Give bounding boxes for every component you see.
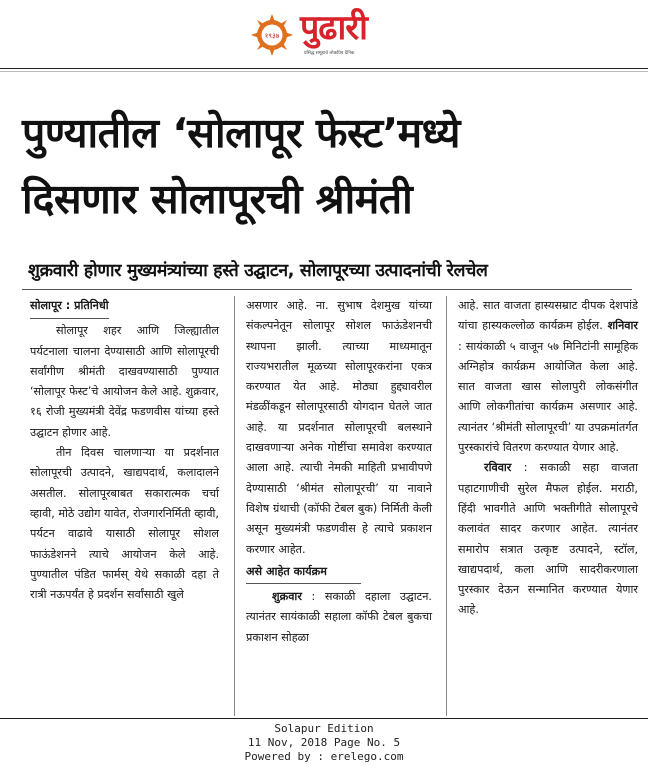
column-divider	[234, 296, 235, 716]
powered-by: Powered by : erelego.com	[244, 750, 404, 763]
footer	[0, 722, 648, 764]
footer-rule	[0, 718, 648, 719]
section-heading-rule	[246, 583, 361, 584]
headline	[22, 100, 632, 232]
newspaper-logo	[300, 8, 410, 56]
brand-name: पुढारी	[300, 8, 367, 48]
masthead-rule	[0, 68, 648, 69]
column-divider	[446, 296, 447, 716]
edition-date-page: 11 Nov, 2018 Page No. 5	[247, 736, 401, 749]
headline-line-1: पुण्यातील ‘सोलापूर फेस्ट’मध्ये	[22, 109, 460, 157]
saturday-intro: आहे. सात वाजता हास्यसम्राट दीपक देशपांडे यांचा हास्यकल्लोळ कार्यक्रम होईल.	[458, 299, 638, 333]
paragraph	[458, 458, 638, 620]
saturday-text: : सायंकाळी ५ वाजून ५७ मिनिटांनी सामूहिक अग्निहोत्र कार्यक्रम आयोजित केला आहे. सात वाजता खास सोलापुरी लोकसंगीत आणि लोकगीतांचा कार्यक्रम असणार आहे. त्यानंतर ‘श्रीमंती सोलापूरची’ या उपक्रमांतर्गत पुरस्कारांचे वितरण करण्यात येणार आहे.	[458, 339, 638, 455]
column-3	[458, 296, 638, 621]
day-label-friday: शुक्रवार	[272, 590, 302, 604]
paragraph	[458, 296, 638, 458]
sunday-text: : सकाळी सहा वाजता पहाटगाणीची सुरेल मैफल होईल. मराठी, हिंदी भावगीते आणि भक्तीगीते सोलापूरचे कलावंत सादर करणार आहेत. त्यानंतर समारोप सत्रात उत्कृष्ट उत्पादने, स्टॉल, खाद्यपदार्थ, कला आणि सादरीकरणाला पुरस्कार देऊन सन्मानित करण्यात येणार आहे.	[458, 461, 638, 617]
dateline: सोलापूर : प्रतिनिधी	[30, 296, 109, 319]
masthead	[0, 0, 648, 68]
column-1	[30, 296, 219, 605]
paragraph	[246, 587, 432, 648]
subheadline: शुक्रवारी होणार मुख्यमंत्र्यांच्या हस्ते उद्घाटन, सोलापूरच्या उत्पादनांची रेलचेल	[28, 261, 488, 281]
friday-text: : सकाळी दहाला उद्घाटन. त्यानंतर सायंकाळी सहाला कॉफी टेबल बुकचा प्रकाशन सोहळा	[246, 590, 432, 644]
headline-line-2: दिसणार सोलापूरची श्रीमंती	[22, 175, 413, 223]
masthead-rule-thin	[0, 71, 648, 72]
section-heading: असे आहेत कार्यक्रम	[246, 564, 327, 578]
paragraph: तीन दिवस चालणाऱ्या या प्रदर्शनात सोलापूरची उत्पादने, खाद्यपदार्थ, कलादालने असतील. सोलापूरबाबत सकारात्मक चर्चा व्हावी, मोठे उद्योग यावेत, रोजगारनिर्मिती व्हावी, पर्यटन वाढावे यासाठी सोलापूर सोशल फाऊंडेशनने त्याचे आयोजन केले आहे. पुण्यातील पंडित फार्मस् येथे सकाळी दहा ते रात्री नऊपर्यंत हे प्रदर्शन सर्वांसाठी खुले	[30, 446, 219, 602]
paragraph: असणार आहे. ना. सुभाष देशमुख यांच्या संकल्पनेतून सोलापूर सोशल फाऊंडेशनची स्थापना झाली. त्याच्या माध्यमातून राज्यभरातील मूळच्या सोलापूरकरांना एकत्र करण्यात येत आहे. मोठ्या हुद्द्यावरील मंडळींकडून सोलापूरसाठी योगदान घेतले जात आहे. या प्रदर्शनात सोलापूरची बलस्थाने दाखवणाऱ्या अनेक गोष्टींचा समावेश करण्यात आला आहे. त्याची नेमकी माहिती प्रभावीपणे देण्यासाठी ‘श्रीमंत सोलापूरची’ या नावाने विशेष ग्रंथाची (कॉफी टेबल बुक) निर्मिती केली असून मुख्यमंत्री फडणवीस हे त्याचे प्रकाशन करणार आहेत.	[246, 299, 432, 556]
sun-emblem-icon	[250, 13, 294, 57]
day-label-saturday: शनिवार	[607, 319, 638, 333]
emblem-year: १९३७	[264, 32, 280, 40]
subheadline-rule	[22, 289, 632, 290]
day-label-sunday: रविवार	[484, 461, 512, 475]
edition-name: Solapur Edition	[274, 722, 374, 735]
brand-tagline: प्रसिद्ध समूहाचे लोकप्रिय दैनिक	[304, 51, 355, 56]
paragraph: सोलापूर शहर आणि जिल्ह्यातील पर्यटनाला चालना देण्यासाठी आणि सोलापूरची सर्वांगीण श्रीमंती दाखवण्यासाठी पुण्यात ‘सोलापूर फेस्ट’चे आयोजन केले आहे. शुक्रवार, १६ रोजी मुख्यमंत्री देवेंद्र फडणवीस यांच्या हस्ते उद्घाटन होणार आहे.	[30, 324, 219, 439]
column-2	[246, 296, 432, 648]
